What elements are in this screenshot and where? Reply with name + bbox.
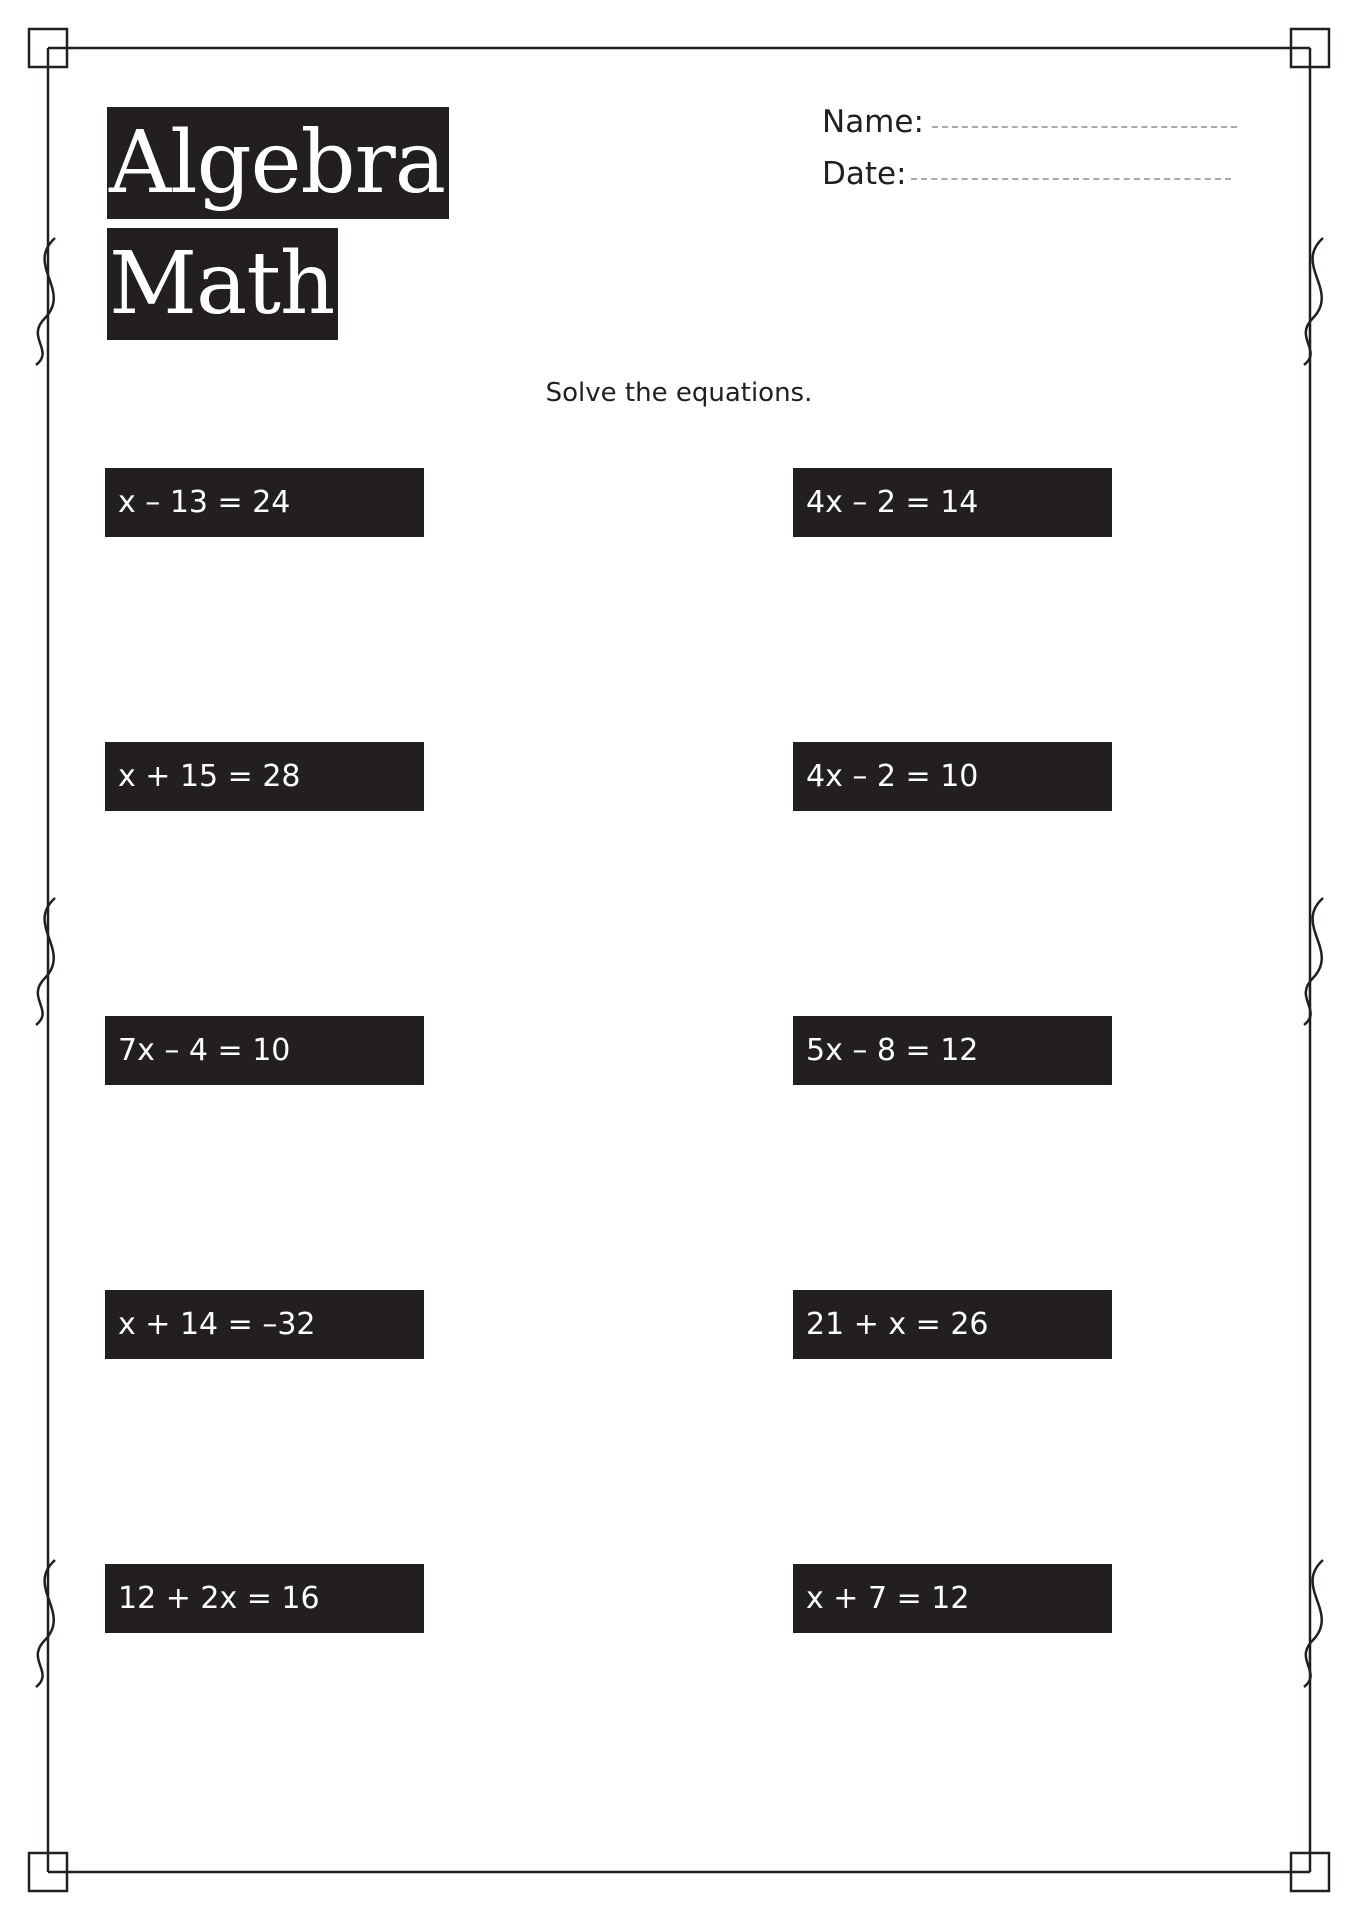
equation-box: 21 + x = 26 bbox=[793, 1290, 1112, 1359]
date-label: Date: bbox=[822, 156, 907, 192]
name-write-line bbox=[932, 126, 1237, 128]
equation-box: x + 7 = 12 bbox=[793, 1564, 1112, 1633]
equation-box: x + 15 = 28 bbox=[105, 742, 424, 811]
equation-box: 5x – 8 = 12 bbox=[793, 1016, 1112, 1085]
equation-box: 4x – 2 = 10 bbox=[793, 742, 1112, 811]
equation-box: 12 + 2x = 16 bbox=[105, 1564, 424, 1633]
worksheet-title-line-1: Algebra bbox=[107, 107, 449, 219]
date-write-line bbox=[911, 178, 1231, 180]
name-label: Name: bbox=[822, 104, 924, 140]
equation-box: x + 14 = –32 bbox=[105, 1290, 424, 1359]
equation-box: x – 13 = 24 bbox=[105, 468, 424, 537]
equation-box: 4x – 2 = 14 bbox=[793, 468, 1112, 537]
date-field bbox=[822, 156, 1231, 192]
equation-box: 7x – 4 = 10 bbox=[105, 1016, 424, 1085]
instructions-text: Solve the equations. bbox=[545, 378, 813, 408]
name-field bbox=[822, 104, 1237, 140]
worksheet-title-line-2: Math bbox=[107, 228, 338, 340]
